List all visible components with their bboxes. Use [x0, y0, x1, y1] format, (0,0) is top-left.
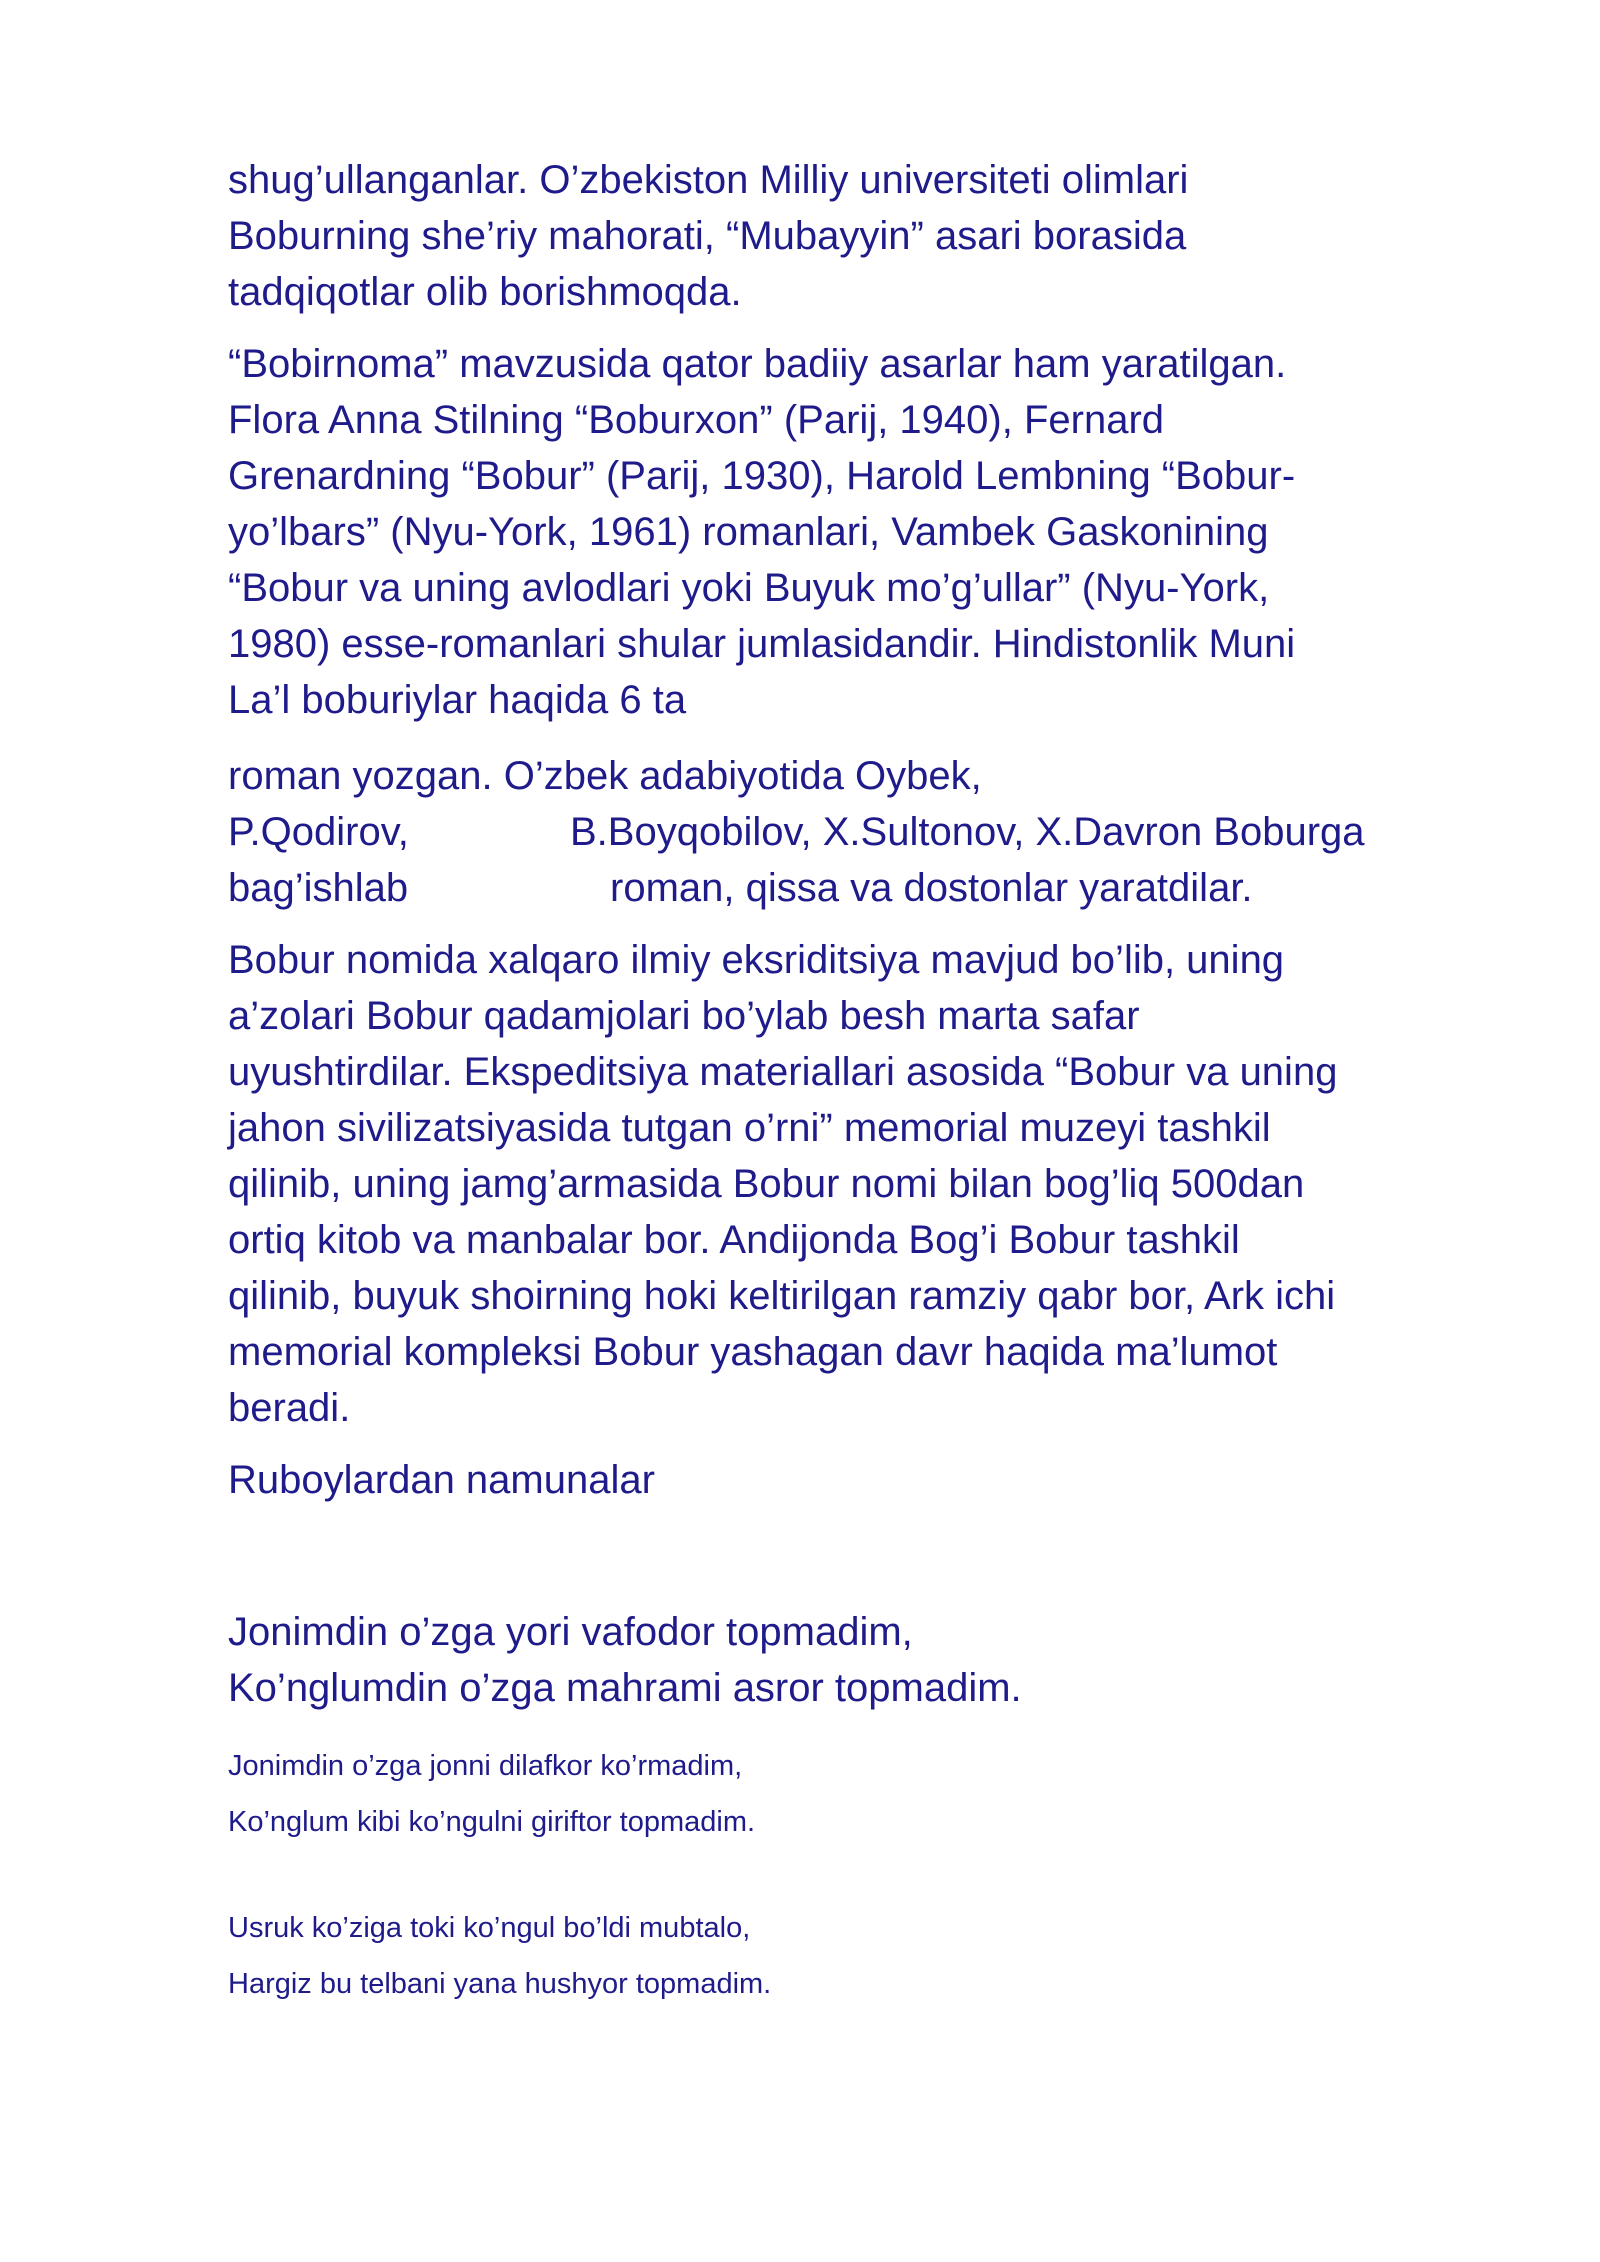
paragraph-literary-works [228, 336, 1478, 728]
text-line: Flora Anna Stilning “Boburxon” (Parij, 1940), Fernard [228, 398, 1165, 442]
text-line: ortiq kitob va manbalar bor. Andijonda Bog’i Bobur tashkil [228, 1218, 1240, 1262]
verse-line: Ko’nglum kibi ko’ngulni giriftor topmadim. [228, 1806, 756, 1838]
verse-stanza-1 [228, 1738, 1478, 1850]
stanza-gap [228, 1850, 1478, 1900]
section-heading: Ruboylardan namunalar [228, 1458, 655, 1502]
text-line: “Bobirnoma” mavzusida qator badiiy asarlar ham yaratilgan. [228, 342, 1287, 386]
text-line: qilinib, buyuk shoirning hoki keltirilgan ramziy qabr bor, Ark ichi [228, 1274, 1336, 1318]
text-line: jahon sivilizatsiyasida tutgan o’rni” memorial muzeyi tashkil [228, 1106, 1271, 1150]
text-line: tadqiqotlar olib borishmoqda. [228, 270, 742, 314]
text-line: uyushtirdilar. Ekspeditsiya materiallari asosida “Bobur va uning [228, 1050, 1338, 1094]
text-line: Boburning she’riy mahorati, “Mubayyin” asari borasida [228, 214, 1187, 258]
text-line: 1980) esse-romanlari shular jumlasidandir. Hindistonlik Muni [228, 622, 1296, 666]
text-line: roman yozgan. O’zbek adabiyotida Oybek, [228, 754, 982, 798]
text-line: “Bobur va uning avlodlari yoki Buyuk mo’g’ullar” (Nyu-York, [228, 566, 1270, 610]
paragraph-uzbek-authors [228, 748, 1478, 916]
text-segment: roman, qissa va dostonlar yaratdilar. [610, 866, 1253, 910]
document-content [228, 152, 1478, 2012]
text-line: a’zolari Bobur qadamjolari bo’ylab besh marta safar [228, 994, 1140, 1038]
text-line: beradi. [228, 1386, 351, 1430]
verse-line: Jonimdin o’zga yori vafodor topmadim, [228, 1610, 913, 1654]
verse-line: Hargiz bu telbani yana hushyor topmadim. [228, 1968, 772, 2000]
text-line: memorial kompleksi Bobur yashagan davr haqida ma’lumot [228, 1330, 1278, 1374]
text-line: shug’ullanganlar. O’zbekiston Milliy universiteti olimlari [228, 158, 1189, 202]
verse-large [228, 1604, 1478, 1716]
paragraph-research [228, 152, 1478, 320]
text-line: Bobur nomida xalqaro ilmiy eksriditsiya mavjud bo’lib, uning [228, 938, 1285, 982]
text-line: Grenardning “Bobur” (Parij, 1930), Harold Lembning “Bobur- [228, 454, 1296, 498]
verse-stanza-2 [228, 1900, 1478, 2012]
text-segment: B.Boyqobilov, X.Sultonov, X.Davron Boburga [570, 810, 1365, 854]
text-line: La’l boburiylar haqida 6 ta [228, 678, 687, 722]
verse-line: Usruk ko’ziga toki ko’ngul bo’ldi mubtalo, [228, 1912, 751, 1944]
text-line-split [228, 860, 1478, 916]
text-segment: P.Qodirov, [228, 810, 409, 854]
text-line: qilinib, uning jamg’armasida Bobur nomi bilan bog’liq 500dan [228, 1162, 1305, 1206]
paragraph-expedition [228, 932, 1478, 1436]
text-line-split [228, 804, 1478, 860]
text-line: yo’lbars” (Nyu-York, 1961) romanlari, Vambek Gaskonining [228, 510, 1269, 554]
text-segment: bag’ishlab [228, 866, 409, 910]
verse-line: Jonimdin o’zga jonni dilafkor ko’rmadim, [228, 1750, 743, 1782]
verse-line: Ko’nglumdin o’zga mahrami asror topmadim. [228, 1666, 1022, 1710]
